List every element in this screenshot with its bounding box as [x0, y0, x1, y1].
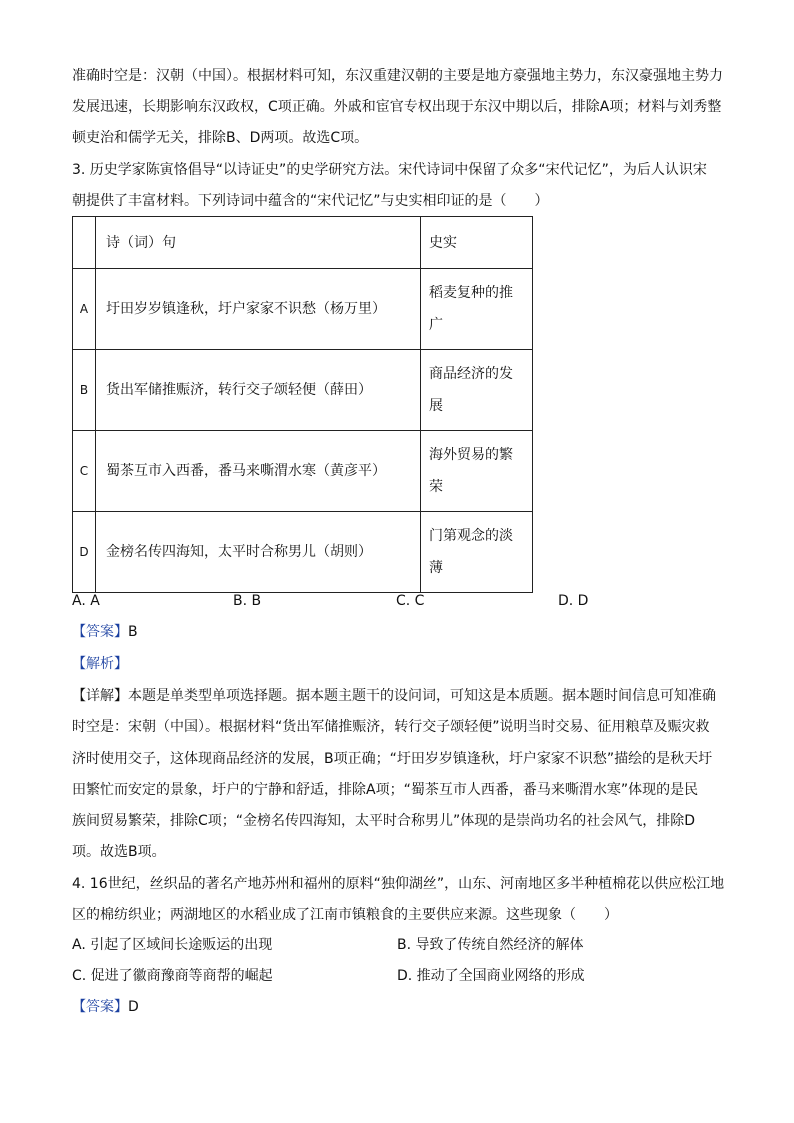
row-letter: B [73, 350, 96, 431]
table-row [73, 350, 533, 431]
q4-option-b[interactable]: B. 导致了传统自然经济的解体 [397, 937, 584, 953]
row-poem: 蜀茶互市入西番，番马来嘶渭水寒（黄彦平） [96, 431, 421, 512]
q3-detail-line-2: 时空是：宋朝（中国）。根据材料“货出军储推赈济，转行交子颂轻便”说明当时交易、征用粮草及赈灾救 [72, 719, 710, 735]
row-letter: A [73, 269, 96, 350]
q3-option-d[interactable]: D. D [558, 593, 589, 609]
answer-tag: 【答案】 [72, 624, 128, 640]
prev-explanation-line-1: 准确时空是：汉朝（中国）。根据材料可知，东汉重建汉朝的主要是地方豪强地主势力，东汉豪强地主势力 [72, 68, 723, 84]
q3-table-header-row [73, 217, 533, 269]
q4-stem-line-2: 区的棉纺织业；两湖地区的水稻业成了江南市镇粮食的主要供应来源。这些现象（ ） [72, 907, 618, 923]
row-poem: 金榜名传四海知，太平时合称男儿（胡则） [96, 512, 421, 593]
q4-option-a[interactable]: A. 引起了区域间长途贩运的出现 [72, 937, 273, 953]
row-poem: 圩田岁岁镇逢秋，圩户家家不识愁（杨万里） [96, 269, 421, 350]
row-fact: 海外贸易的繁荣 [421, 431, 533, 512]
q3-detail-line-3: 济时使用交子，这体现商品经济的发展，B项正确；“圩田岁岁镇逢秋，圩户家家不识愁”描绘的是秋天圩 [72, 751, 713, 767]
q3-table-header-fact: 史实 [421, 217, 533, 269]
row-poem: 货出军储推赈济，转行交子颂轻便（薛田） [96, 350, 421, 431]
q3-analysis-tag: 【解析】 [72, 656, 128, 672]
q3-answer [72, 622, 138, 642]
q3-option-a[interactable]: A. A [72, 593, 100, 609]
q3-option-c[interactable]: C. C [396, 593, 425, 609]
q4-option-d[interactable]: D. 推动了全国商业网络的形成 [397, 968, 585, 984]
table-row [73, 512, 533, 593]
q3-detail-line-4: 田繁忙而安定的景象，圩户的宁静和舒适，排除A项；“蜀茶互市人西番，番马来嘶渭水寒”体现的是民 [72, 782, 699, 798]
q3-option-b[interactable]: B. B [233, 593, 262, 609]
q3-detail-line-1 [72, 686, 716, 706]
q3-table [72, 216, 533, 593]
row-letter: D [73, 512, 96, 593]
row-letter: C [73, 431, 96, 512]
answer-tag: 【答案】 [72, 999, 128, 1015]
q4-stem-line-1: 4. 16世纪，丝织品的著名产地苏州和福州的原料“独仰湖丝”，山东、河南地区多半种植棉花以供应松江地 [72, 876, 725, 892]
q3-detail-line-5: 族间贸易繁荣，排除C项；“金榜名传四海知，太平时合称男儿”体现的是崇尚功名的社会风气，排除D [72, 813, 696, 829]
q3-detail-line-6: 项。故选B项。 [72, 844, 166, 860]
q3-table-header-blank [73, 217, 96, 269]
detail-text: 本题是单类型单项选择题。据本题主题干的设问词，可知这是本质题。据本题时间信息可知准确 [128, 688, 716, 704]
table-row [73, 269, 533, 350]
row-fact: 稻麦复种的推广 [421, 269, 533, 350]
q3-table-header-poem: 诗（词）句 [96, 217, 421, 269]
prev-explanation-line-2: 发展迅速，长期影响东汉政权，C项正确。外戚和宦官专权出现于东汉中期以后，排除A项；材料与刘秀整 [72, 99, 722, 115]
detail-tag: 【详解】 [72, 688, 128, 704]
answer-value: D [128, 999, 139, 1015]
answer-value: B [128, 624, 138, 640]
q3-stem-line-1: 3. 历史学家陈寅恪倡导“以诗证史”的史学研究方法。宋代诗词中保留了众多“宋代记忆”，为后人认识宋 [72, 162, 707, 178]
q3-stem-line-2: 朝提供了丰富材料。下列诗词中蕴含的“宋代记忆”与史实相印证的是（ ） [72, 193, 549, 209]
q4-answer [72, 997, 139, 1017]
row-fact: 门第观念的淡薄 [421, 512, 533, 593]
prev-explanation-line-3: 顿吏治和儒学无关，排除B、D两项。故选C项。 [72, 130, 369, 146]
row-fact: 商品经济的发展 [421, 350, 533, 431]
table-row [73, 431, 533, 512]
q4-option-c[interactable]: C. 促进了徽商豫商等商帮的崛起 [72, 968, 273, 984]
